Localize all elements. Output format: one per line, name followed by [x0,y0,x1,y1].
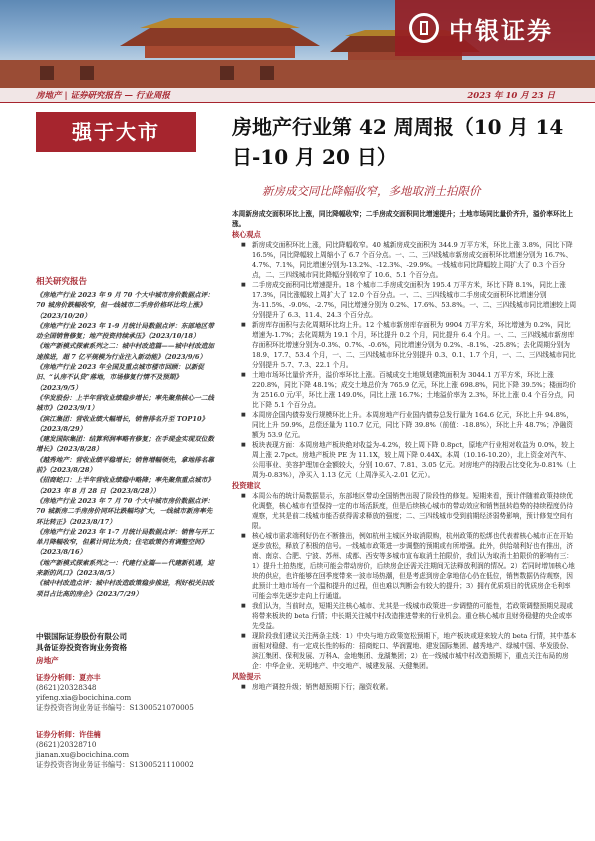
header-banner [0,0,595,88]
analyst-name: 证券分析师：夏亦丰 [36,673,101,682]
advice-item: ■ 核心城市需求端利好仍在不断推出，例如杭州主城区外取消限购，杭州政策的松绑也代表着核心城市正在开始逐步放松，释放了积极的信号。一线城市政策进一步调整的预期或有所增强。此外，供给端利好也有推出，济南、南京、合肥、宁波、苏州、成都、西安等多城市宣布取消土拍限价，我们认为取消土拍限价的影响有三：1）提升土拍热度，后续可能会带动房价，后续房企还需关注期间无法释放利润的情况。2）若同时增加核心地块的供应，也许能够在回季度带来一波市场热潮，但是考虑到房企拿地信心仍在低位，销售数据仍待观察，因此预计土地市场有一个温和提升的过程，但也难以判断会有较大的提升；3）拥有优质项目的优质房企毛利率可能会率先逐步走向上行通道。 [232,531,577,601]
analyst-email[interactable]: yifeng.xia@bocichina.com [36,693,132,702]
report-topbar [0,88,595,103]
section-heading-risk: 风险提示 [232,672,261,681]
analyst-cert: 证券投资咨询业务证书编号：S1300521070005 [36,703,194,712]
core-point-item: ■ 新房库存面积与去化周期环比均上升。12 个城市新房库存面积为 9904 万平方米，环比增速为 0.2%，同比增速为-1.7%；去化周期为 19.1 个月，环比提升 0.2 个月，同比提升 6.4 个月。一、二、三四线城市新房库存面积环比增速分别为-0.3%、0.7%、-0.6%，同比增速分别为 0.2%、-8.1%、-25.8%；去化周期分别为 18.9、17.7、53.4 个月，一、二、三四线城市环比分别提升 0.3、0.1、1.7 个月，一、二、三四线城市同比分别提升 5.7、7.3、22.1 个月。 [232,320,577,370]
analyst-cert: 证券投资咨询业务证书编号：S1300521110002 [36,760,194,769]
wall-window [80,66,94,80]
analyst-card [36,730,216,770]
related-report-item: 《房地产行业 2023 年 7 月 70 个大中城市房价数据点评：70 城新房二手房房价同环比跌幅均扩大，一线城市新房率先环比转正》（2023/8/17） [36,496,214,526]
core-point-item: ■ 本周房企国内债券发行规模环比上升。本周房地产行业国内债券总发行量为 164.6 亿元，环比上升 94.8%，同比上升 59.9%，总偿还量为 110.7 亿元，同比下降 39.8%（前值：-18.8%），环比上升 48.7%；净融资额为 53.9 亿元。 [232,410,577,440]
summary-intro: 本周新房成交面积环比上涨，同比降幅收窄；二手房成交面积同比增速提升；土地市场同比量价齐升，溢价率环比上涨。 [232,210,574,228]
related-report-item: 《华发股份：上半年营收业绩稳步增长；率先聚焦核心一二线城市》（2023/9/1） [36,393,215,413]
page-title: 房地产行业第 42 周周报（10 月 14 日-10 月 20 日） [232,115,564,169]
risk-item: ■ 房地产调控升级；销售超预期下行；融资收紧。 [232,682,577,692]
core-points-list [232,240,577,480]
related-report-item: 《地产新模式探索系列之二：城中村改造篇——城中村改造加速推进，超 7 亿平规模为行业注入新动能》（2023/9/6） [36,342,215,361]
analyst-name: 证券分析师：许佳楠 [36,730,101,739]
core-point-item: ■ 二手房成交面积同比增速提升。18 个城市二手房成交面积为 195.4 万平方米，环比下降 8.1%，同比上涨 17.3%，同比涨幅较上周扩大了 12.0 个百分点。一、二、三四线城市二手房成交面积环比增速分别为-11.5%、-9.0%、-2.7%，同比增速分别为 0.2%、17.6%、53.8%。一、二、三四线城市同比增速较上周分别提升了 6.3、11.4、24.3 个百分点。 [232,280,577,320]
analyst-email[interactable]: jianan.xu@bocichina.com [36,750,130,759]
core-point-item: ■ 土地市场环比量价齐升，溢价率环比上涨。百城成交土地规划建筑面积为 3044.1 万平方米，环比上涨 220.8%，同比下降 48.1%；成交土地总价为 765.9 亿元，环比上涨 698.8%，同比下降 39.5%；楼面均价为 2516.0 元/平，环比上涨 149.0%，同比上涨 16.7%；土地溢价率为 2.3%，环比上涨 0.4 个百分点，同比下降 5.1 个百分点。 [232,370,577,410]
palace-roof-image [120,18,320,58]
related-report-item: 《房地产行业 2023 年全国及重点城市楼市回顾：以新促旧、“认房不认贷”落地，市场修复行情不及预期》（2023/9/5） [36,363,205,392]
related-report-item: 《城中村改造点评：城中村改造政策稳步推进，利好相关旧改项目占比高的房企》（2023/7/29） [36,579,215,598]
related-report-item: 《房地产行业 2023 年 1-9 月统计局数据点评：东部地区带动全国销售修复；地产投资持续承压》（2023/10/18） [36,321,214,341]
related-report-item: 《建发国际集团：结算利润率略有修复；在手现金实现双位数增长》（2023/8/28） [36,435,215,454]
related-report-item: 《房地产行业 2023 年 1-7 月统计局数据点评：销售与开工单月降幅收窄，但累计同比为负；住宅政策仍有调整空间》（2023/8/16） [36,527,214,557]
org-info [36,631,216,666]
wall-window [40,66,54,80]
sector-label: 房地产 [36,656,59,665]
wall-window [260,66,274,80]
main-content [232,209,577,692]
brand-logo [395,0,595,56]
rating-badge: 强于大市 [36,112,196,152]
advice-item: ■ 本周公布的统计局数据显示，东部地区带动全国销售出现了阶段性的修复。短期来看，预计伴随着政策持续优化调整，核心城市有望保持一定的市场活跃度，但是后续核心城市的带动效应和销售扭转趋势的持续程度仍待观察，尤其是前二线城市能否获得需求释放的强度；二、三四线城市受到前期经济弱势影响，预计修复空间有限。 [232,491,577,531]
core-point-item: ■ 新房成交面积环比上涨，同比降幅收窄。40 城新房成交面积为 344.9 万平方米，环比上涨 3.8%，同比下降 16.5%，同比降幅较上周缩小了 6.7 个百分点。一、二、三四线城市新房成交面积环比增速分别为 16.7%、4.7%、7.1%，同比增速分别为-13.2%、-12.3%、-29.9%。一线城市同比降幅较上周扩大了 0.3 个百分点，二、三四线城市同比降幅分别收窄了 10.6、5.1 个百分点。 [232,240,577,280]
analyst-phone: (8621)20328348 [36,683,97,692]
advice-item: ■ 我们认为，当前时点，短期关注核心城市、尤其是一线城市政策进一步调整的可能性，若政策调整预期兑现或将带来板块的 beta 行情；中长期关注城中村改造推进带来的行业机会。重仓核心城市且财务稳健的央企或率先受益。 [232,601,577,631]
advice-item: ■ 现阶段我们建议关注两条主线：1）中央与地方政策宽松预期下，地产板块或迎来较大的 beta 行情，其中基本面相对稳健、有一定成长性的标的：招商蛇口、华润置地、建发国际集团、越秀地产、绿城中国、华发股份、滨江集团、保利发展、万科A、金地集团、龙湖集团；2）在一线城市城中村改造预期下，重点关注布局的房企：中华企业、光明地产、中交地产、城建发展、天健集团。 [232,631,577,671]
advice-list [232,491,577,671]
brand-name: 中银证券 [449,16,553,45]
related-reports-list [36,290,218,599]
boc-logo-icon [409,13,439,43]
wall-window [220,66,234,80]
section-heading-advice: 投资建议 [232,481,261,490]
related-report-item: 《地产新模式探索系列之一：代建行业篇——代建新机遇，迎来新的风口》（2023/8/5） [36,558,215,578]
breadcrumb: 房地产 | 证券研究报告 — 行业周报 [36,91,170,101]
analyst-card [36,673,216,713]
related-report-item: 《招商蛇口：上半年营收业绩稳中略降；率先聚焦重点城市》（2023 年 8 月 28 日（2023/8/28）） [36,476,215,495]
related-report-item: 《滨江集团：营收业绩大幅增长，销售排名升至 TOP10》（2023/8/29） [36,414,209,433]
section-heading-core: 核心观点 [232,230,261,239]
analyst-phone: (8621)20328710 [36,740,97,749]
related-report-item: 《房地产行业 2023 年 9 月 70 个大中城市房价数据点评：70 城房价跌幅收窄，但一线城市二手房价格环比均上涨》（2023/10/20） [36,291,214,320]
page-subtitle: 新房成交同比降幅收窄，多地取消土拍限价 [262,184,481,198]
related-report-item: 《越秀地产：营收业绩平稳增长；销售增幅领先，拿地排名靠前》（2023/8/28） [36,455,215,475]
sidebar [36,275,218,599]
org-qualification: 具备证券投资咨询业务资格 [36,643,128,652]
related-reports-heading: 相关研究报告 [36,277,88,287]
org-name: 中银国际证券股份有限公司 [36,632,128,641]
core-point-item: ■ 板块表现方面：本周房地产板块绝对收益为-4.2%，较上周下降 0.8pct，原地产行业相对收益为 0.0%，较上周上涨 2.7pct。房地产板块 PE 为 11.1X，较上周下降 0.44X。本周（10.16-10.20），北上资金对汽车、公用事业、美容护理加仓金额较大，分别 10.67、7.81、3.05 亿元。对房地产的持股占比变化为-0.81%（上周为-0.83%），净买入 1.13 亿元（上周净买入-2.01 亿元）。 [232,440,577,480]
report-date: 2023 年 10 月 23 日 [467,91,555,101]
